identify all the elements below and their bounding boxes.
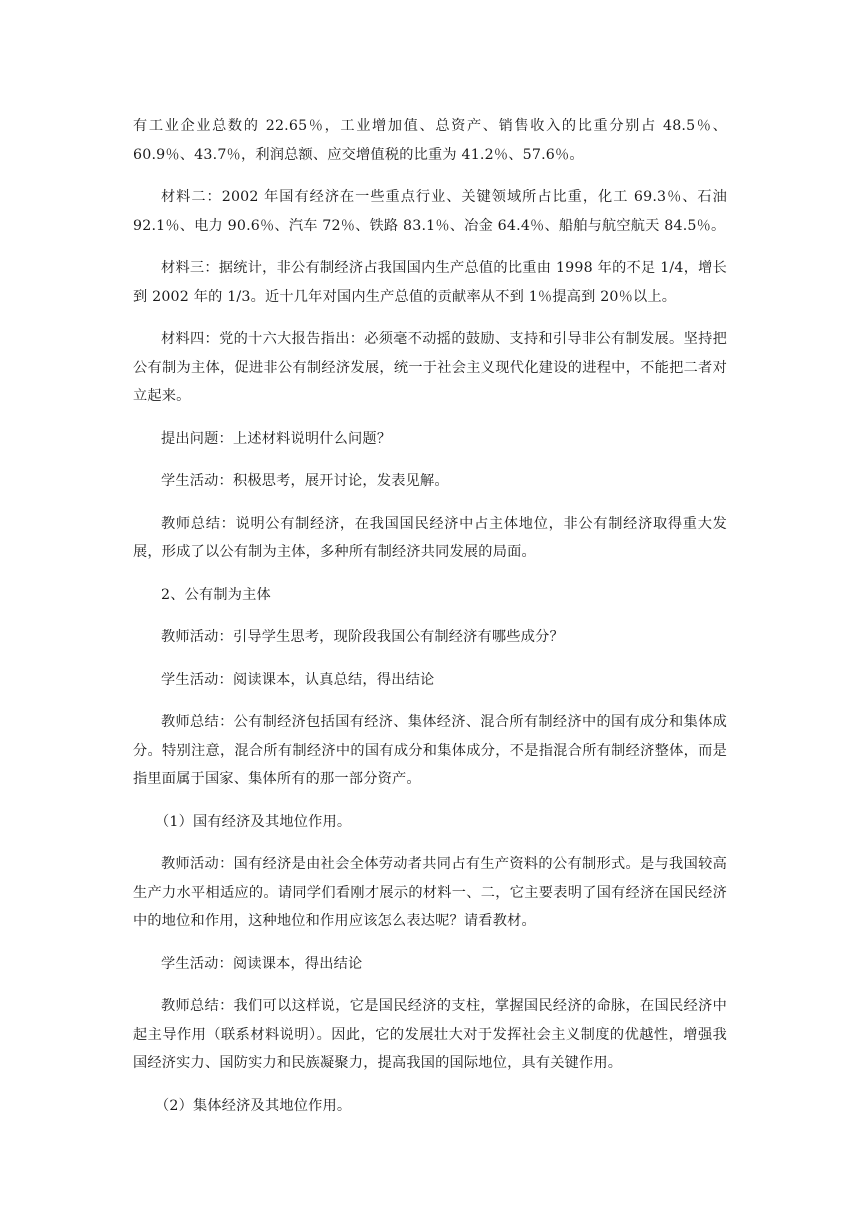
- paragraph-question: 提出问题：上述材料说明什么问题？: [161, 430, 392, 447]
- paragraph-material-two: 材料二：2002 年国有经济在一些重点行业、关键领域所占比重，化工 69.3％、石油 92.1％、电力 90.6％、汽车 72％、铁路 83.1％、冶金 64.4％、船舶与航空航天 84.5％。: [133, 189, 727, 234]
- subheading-collective-economy: （2）集体经济及其地位作用。: [155, 1097, 352, 1114]
- paragraph-student-activity-conclusion: 学生活动：阅读课本，得出结论: [161, 955, 363, 972]
- section-heading-public-ownership: 2、公有制为主体: [161, 586, 271, 603]
- paragraph-continuation: 有工业企业总数的 22.65％，工业增加值、总资产、销售收入的比重分别占 48.5％、60.9％、43.7％，利润总额、应交增值税的比重为 41.2％、57.6％。: [133, 118, 727, 163]
- paragraph-teacher-activity: 教师活动：引导学生思考，现阶段我国公有制经济有哪些成分？: [161, 629, 564, 645]
- paragraph-teacher-summary-state: 教师总结：我们可以这样说，它是国民经济的支柱，掌握国民经济的命脉，在国民经济中起主导作用（联系材料说明）。因此，它的发展壮大对于发挥社会主义制度的优越性，增强我国经济实力、国防实力和民族凝聚力，提高我国的国际地位，具有关键作用。: [133, 998, 727, 1071]
- paragraph-teacher-activity-state: 教师活动：国有经济是由社会全体劳动者共同占有生产资料的公有制形式。是与我国较高生产力水平相适应的。请同学们看刚才展示的材料一、二，它主要表明了国有经济在国民经济中的地位和作用，这种地位和作用应该怎么表达呢？请看教材。: [133, 856, 727, 929]
- paragraph-material-four: 材料四：党的十六大报告指出：必须毫不动摇的鼓励、支持和引导非公有制发展。坚持把公有制为主体，促进非公有制经济发展，统一于社会主义现代化建设的进程中，不能把二者对立起来。: [133, 331, 727, 404]
- paragraph-student-activity-reading: 学生活动：阅读课本，认真总结，得出结论: [161, 671, 435, 688]
- subheading-state-economy: （1）国有经济及其地位作用。: [155, 813, 352, 830]
- paragraph-material-three: 材料三：据统计，非公有制经济占我国国内生产总值的比重由 1998 年的不足 1/4，增长到 2002 年的 1/3。近十几年对国内生产总值的贡献率从不到 1％提高到 20％以上。: [133, 260, 727, 305]
- paragraph-student-activity: 学生活动：积极思考，展开讨论，发表见解。: [161, 473, 449, 489]
- paragraph-teacher-summary-components: 教师总结：公有制经济包括国有经济、集体经济、混合所有制经济中的国有成分和集体成分。特别注意，混合所有制经济中的国有成分和集体成分，不是指混合所有制经济整体，而是指里面属于国家、集体所有的那一部分资产。: [133, 714, 727, 787]
- document-body: [133, 112, 727, 1134]
- paragraph-teacher-summary: 教师总结：说明公有制经济，在我国国民经济中占主体地位，非公有制经济取得重大发展，形成了以公有制为主体，多种所有制经济共同发展的局面。: [133, 515, 727, 560]
